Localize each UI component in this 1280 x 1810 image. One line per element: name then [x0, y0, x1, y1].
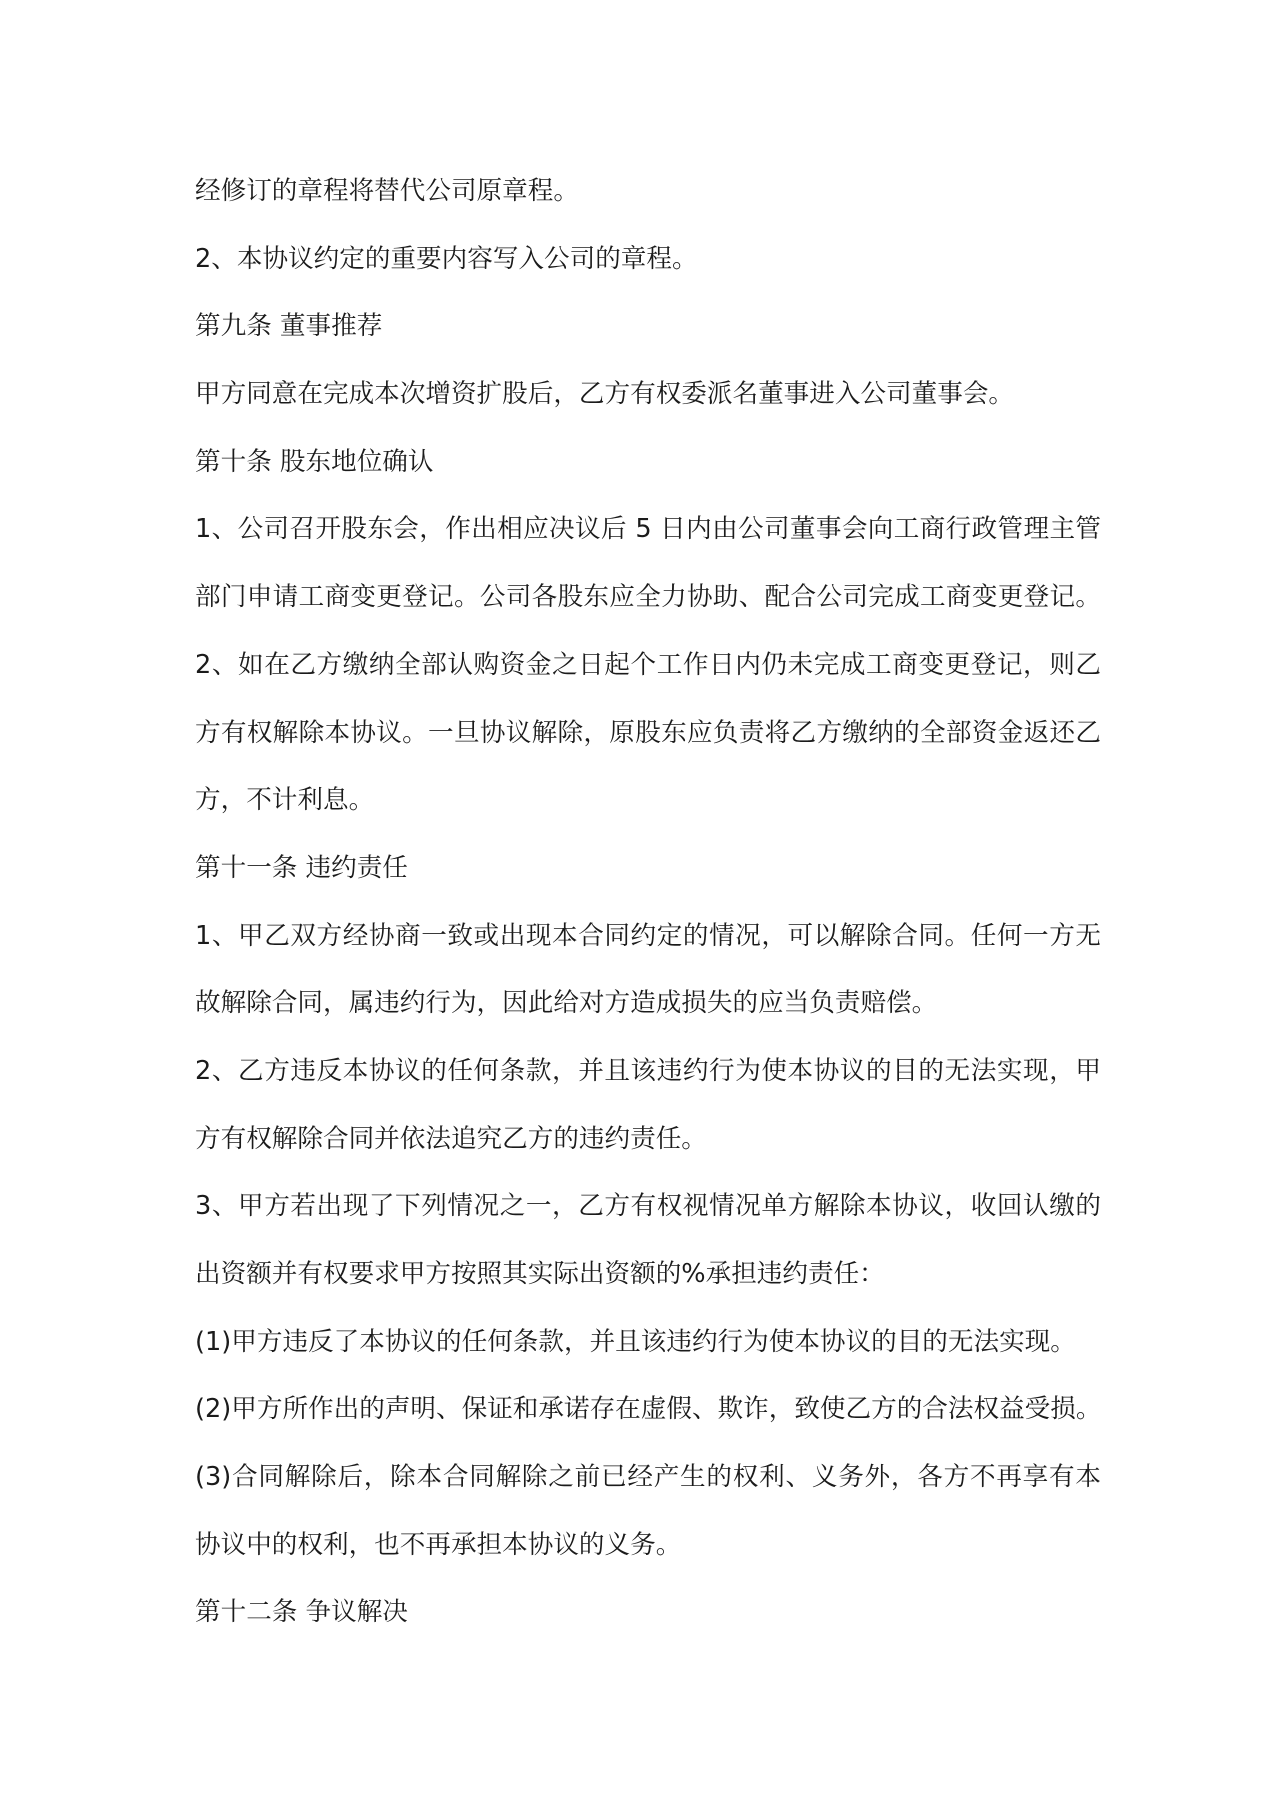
text-line: 协议中的权利，也不再承担本协议的义务。: [195, 1529, 682, 1560]
text-line: 1、公司召开股东会，作出相应决议后 5 日内由公司董事会向工商行政管理主管: [195, 514, 1101, 545]
article-heading: 第九条 董事推荐: [195, 311, 383, 342]
text-line: 方有权解除本协议。一旦协议解除，原股东应负责将乙方缴纳的全部资金返还乙: [195, 717, 1101, 748]
text-line: 出资额并有权要求甲方按照其实际出资额的%承担违约责任：: [195, 1259, 885, 1289]
text-line: 甲方同意在完成本次增资扩股后，乙方有权委派名董事进入公司董事会。: [195, 379, 1015, 410]
text-line: 2、本协议约定的重要内容写入公司的章程。: [195, 243, 698, 274]
text-line: 2、乙方违反本协议的任何条款，并且该违约行为使本协议的目的无法实现，甲: [195, 1055, 1101, 1086]
article-heading: 第十一条 违约责任: [195, 852, 408, 883]
article-heading: 第十条 股东地位确认: [195, 446, 434, 477]
article-heading: 第十二条 争议解决: [195, 1597, 408, 1628]
text-line: 经修订的章程将替代公司原章程。: [195, 176, 579, 206]
text-line: 故解除合同，属违约行为，因此给对方造成损失的应当负责赔偿。: [195, 988, 938, 1019]
text-line: 方有权解除合同并依法追究乙方的违约责任。: [195, 1123, 707, 1154]
text-line: 1、甲乙双方经协商一致或出现本合同约定的情况，可以解除合同。任何一方无: [195, 920, 1101, 951]
text-line: (2)甲方所作出的声明、保证和承诺存在虚假、欺诈，致使乙方的合法权益受损。: [195, 1394, 1101, 1425]
text-line: (3)合同解除后，除本合同解除之前已经产生的权利、义务外，各方不再享有本: [195, 1462, 1101, 1493]
text-line: 3、甲方若出现了下列情况之一，乙方有权视情况单方解除本协议，收回认缴的: [195, 1191, 1101, 1222]
text-line: 2、如在乙方缴纳全部认购资金之日起个工作日内仍未完成工商变更登记，则乙: [195, 649, 1101, 680]
text-line: (1)甲方违反了本协议的任何条款，并且该违约行为使本协议的目的无法实现。: [195, 1326, 1076, 1357]
text-line: 部门申请工商变更登记。公司各股东应全力协助、配合公司完成工商变更登记。: [195, 582, 1101, 613]
document-body: [195, 158, 1101, 1647]
text-line: 方，不计利息。: [195, 785, 375, 816]
